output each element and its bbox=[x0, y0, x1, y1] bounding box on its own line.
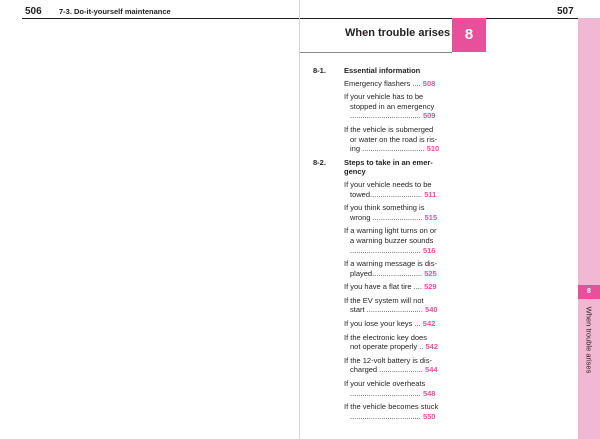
toc-item-ev-system[interactable] bbox=[344, 296, 443, 315]
side-thumb-strip bbox=[578, 18, 600, 439]
toc-item-text-cont: towed......................... bbox=[350, 189, 423, 199]
toc-item-text: If the vehicle is submerged bbox=[344, 124, 434, 134]
right-header-rule bbox=[300, 18, 578, 19]
toc-item-page[interactable]: 509 bbox=[422, 111, 436, 121]
toc-item-text: If a warning message is dis- bbox=[344, 259, 437, 269]
toc-item-submerged[interactable] bbox=[344, 125, 443, 154]
toc-item-text: If your vehicle has to be bbox=[344, 92, 424, 102]
toc-item-text-cont: start ........................... bbox=[350, 305, 423, 315]
toc-item-overheats[interactable] bbox=[344, 379, 443, 398]
toc-item-dots: ing .............................. bbox=[350, 144, 425, 154]
toc-item-page[interactable]: 516 bbox=[422, 245, 436, 255]
toc-item-page[interactable]: 511 bbox=[424, 189, 437, 199]
toc-item-text-cont: not operate properly .. bbox=[350, 342, 424, 352]
toc-item-battery[interactable] bbox=[344, 356, 443, 375]
toc-item-text-cont: wrong ........................ bbox=[350, 212, 423, 222]
toc-section-number: 8-2. bbox=[313, 157, 326, 167]
toc-item-warning-message[interactable] bbox=[344, 259, 443, 278]
toc-item-stop-emergency[interactable] bbox=[344, 92, 443, 121]
toc-item-text: If you lose your keys ... bbox=[344, 319, 421, 329]
right-page-number: 507 bbox=[557, 6, 574, 17]
toc-item-page[interactable]: 548 bbox=[422, 388, 436, 398]
toc-item-page[interactable]: 508 bbox=[422, 78, 436, 88]
toc-item-text-cont: stopped in an emergency bbox=[350, 101, 435, 111]
toc-item-lose-keys[interactable] bbox=[344, 319, 443, 329]
toc-item-page[interactable]: 525 bbox=[424, 268, 437, 278]
toc-item-text: If you have a flat tire .... bbox=[344, 282, 422, 292]
toc-item-stuck[interactable] bbox=[344, 402, 443, 421]
toc-item-dots: .................................. bbox=[350, 111, 421, 121]
toc-section-title: Steps to take in an emer- bbox=[344, 157, 433, 167]
toc-item-page[interactable]: 515 bbox=[424, 212, 438, 222]
toc-section-title: Essential information bbox=[344, 66, 421, 75]
toc-item-page[interactable]: 542 bbox=[425, 342, 438, 352]
toc-section-title-cont: gency bbox=[344, 167, 366, 177]
toc-item-dots: .................................. bbox=[350, 245, 421, 255]
toc-item-text-cont: charged ..................... bbox=[350, 365, 423, 375]
toc-section-number: 8-1. bbox=[313, 66, 326, 75]
toc-item-text: If the vehicle becomes stuck bbox=[344, 402, 439, 412]
toc-item-flat-tire[interactable] bbox=[344, 282, 443, 292]
toc-item-text: If you think something is bbox=[344, 203, 425, 213]
toc-item-page[interactable]: 540 bbox=[425, 305, 438, 315]
toc-item-text: If your vehicle overheats bbox=[344, 379, 426, 389]
toc-item-something-wrong[interactable] bbox=[344, 203, 443, 222]
toc-item-dots: .................................. bbox=[350, 411, 421, 421]
chapter-title-rule bbox=[300, 52, 452, 53]
toc-item-electronic-key[interactable] bbox=[344, 333, 443, 352]
toc-item-page[interactable]: 510 bbox=[426, 144, 440, 154]
toc-item-page[interactable]: 529 bbox=[424, 282, 437, 292]
left-section-title: 7-3. Do-it-yourself maintenance bbox=[59, 7, 171, 16]
left-page-header bbox=[0, 0, 300, 18]
table-of-contents bbox=[313, 66, 443, 425]
toc-section-8-1 bbox=[313, 66, 443, 76]
toc-item-emergency-flashers[interactable] bbox=[344, 79, 443, 89]
toc-item-page[interactable]: 550 bbox=[422, 411, 436, 421]
side-chapter-tab[interactable]: 8 bbox=[578, 285, 600, 299]
toc-item-text-cont: or water on the road is ris- bbox=[350, 134, 438, 144]
toc-item-text: If the 12-volt battery is dis- bbox=[344, 355, 432, 365]
left-page-number: 506 bbox=[25, 6, 42, 17]
toc-item-dots: .................................. bbox=[350, 388, 421, 398]
toc-item-towed[interactable] bbox=[344, 180, 443, 199]
toc-item-text-cont: a warning buzzer sounds bbox=[350, 235, 434, 245]
side-chapter-label: When trouble arises bbox=[584, 306, 594, 374]
left-header-rule bbox=[22, 18, 300, 19]
chapter-number-box: 8 bbox=[452, 18, 486, 52]
toc-item-warning-light[interactable] bbox=[344, 226, 443, 255]
page-gutter bbox=[299, 0, 300, 439]
toc-item-text: If the EV system will not bbox=[344, 295, 424, 305]
toc-item-page[interactable]: 544 bbox=[425, 365, 438, 375]
chapter-title: When trouble arises bbox=[345, 27, 451, 39]
toc-item-page[interactable]: 542 bbox=[422, 319, 436, 329]
toc-item-text-cont: played........................ bbox=[350, 268, 423, 278]
toc-item-text: Emergency flashers .... bbox=[344, 78, 421, 88]
toc-item-text: If a warning light turns on or bbox=[344, 226, 437, 236]
toc-section-8-2 bbox=[313, 158, 443, 177]
toc-item-text: If your vehicle needs to be bbox=[344, 179, 432, 189]
toc-item-text: If the electronic key does bbox=[344, 332, 427, 342]
